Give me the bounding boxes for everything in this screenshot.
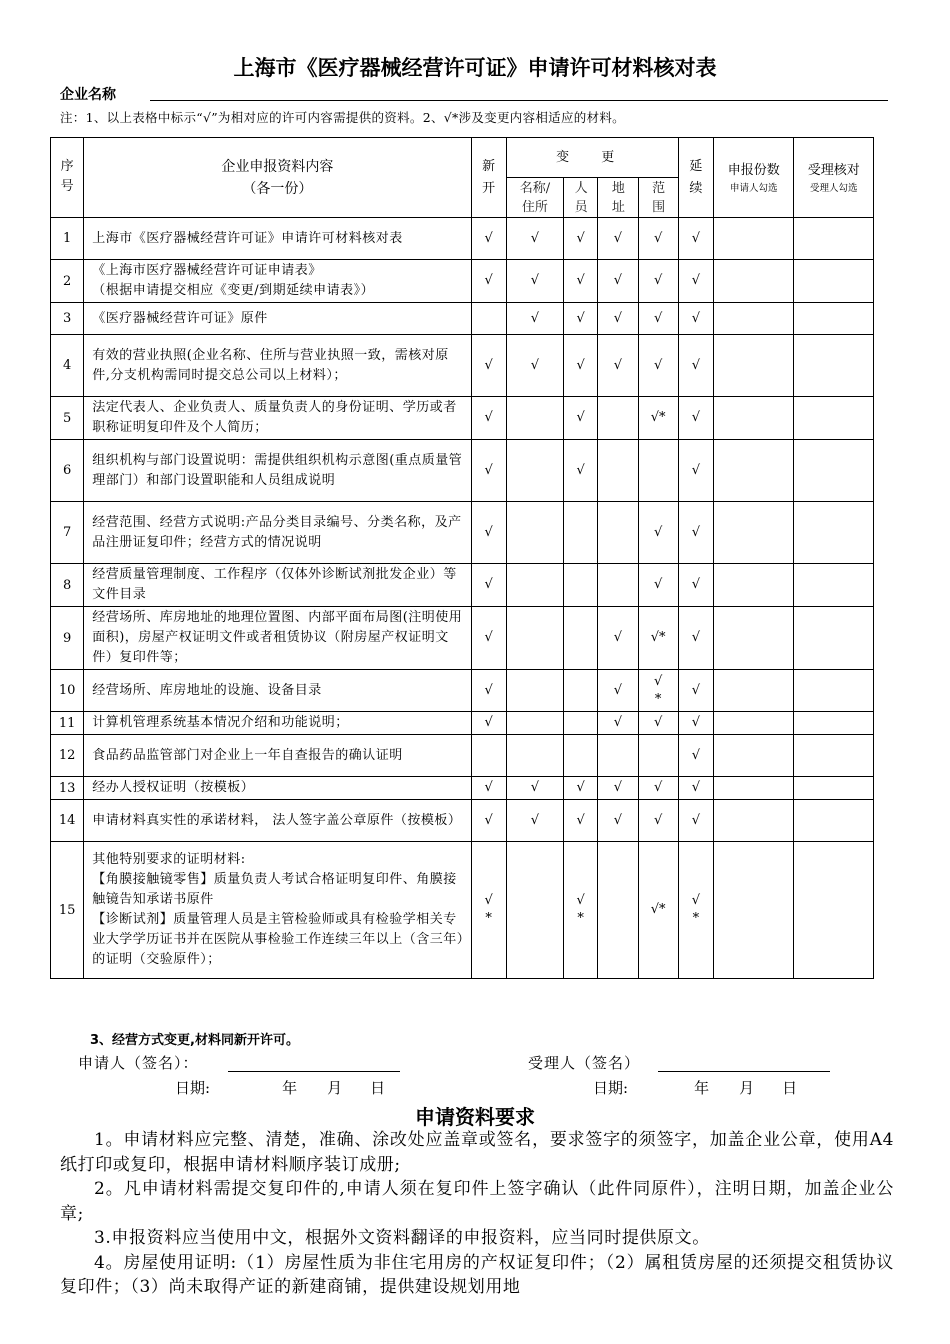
row-content: 计算机管理系统基本情况介绍和功能说明； xyxy=(84,712,471,735)
mark-extend: √ xyxy=(678,712,713,735)
row-content: 其他特别要求的证明材料: 【角膜接触镜零售】质量负责人考试合格证明复印件、角膜接触镜告知承诺书原件 【诊断试剂】质量管理人员是主管检验师或具有检验学相关专业大学学历证书并在医院从事检验工作连续三年以上（含三年）的证明（交验原件）； xyxy=(84,842,471,979)
applicant-date: 日期: 年 月 日 xyxy=(175,1079,386,1097)
copies-checkbox-cell[interactable] xyxy=(713,735,793,777)
mark-change-scope: √ xyxy=(638,260,678,303)
mark-extend: √ xyxy=(678,440,713,502)
company-name-label: 企业名称 xyxy=(60,87,116,103)
mark-change-name-address xyxy=(506,712,563,735)
row-number: 6 xyxy=(51,440,84,502)
header-change-scope: 范围 xyxy=(638,178,678,218)
mark-new: √ xyxy=(471,800,506,842)
row-number: 4 xyxy=(51,335,84,397)
mark-change-scope: √* xyxy=(638,842,678,979)
requirement-item: 2。凡申请材料需提交复印件的,申请人须在复印件上签字确认（此件同原件），注明日期，加盖企业公章; xyxy=(60,1179,894,1224)
requirements-title: 申请资料要求 xyxy=(415,1105,535,1129)
acceptance-check-cell[interactable] xyxy=(794,777,874,800)
mark-change-location: √ xyxy=(598,303,638,335)
mark-new: √ xyxy=(471,607,506,670)
row-number: 8 xyxy=(51,564,84,607)
header-num: 序号 xyxy=(51,138,84,218)
mark-change-location: √ xyxy=(598,800,638,842)
mark-new: √ xyxy=(471,670,506,712)
table-row xyxy=(51,564,874,607)
mark-change-personnel: √ * xyxy=(564,842,598,979)
mark-change-name-address xyxy=(506,607,563,670)
mark-change-scope: √ xyxy=(638,564,678,607)
receiver-date: 日期: 年 月 日 xyxy=(593,1079,798,1097)
mark-new xyxy=(471,303,506,335)
company-name-field[interactable] xyxy=(150,100,888,101)
row-content: 经营范围、经营方式说明:产品分类目录编号、分类名称，及产品注册证复印件；经营方式的情况说明 xyxy=(84,502,471,564)
acceptance-check-cell[interactable] xyxy=(794,260,874,303)
mark-change-personnel: √ xyxy=(564,440,598,502)
copies-checkbox-cell[interactable] xyxy=(713,842,793,979)
mark-new: √ xyxy=(471,260,506,303)
mark-new: √ xyxy=(471,397,506,440)
mark-change-location: √ xyxy=(598,777,638,800)
mark-extend: √ xyxy=(678,502,713,564)
mark-new xyxy=(471,735,506,777)
copies-checkbox-cell[interactable] xyxy=(713,218,793,260)
mark-new: √ * xyxy=(471,842,506,979)
applicant-signature-label: 申请人（签名）： xyxy=(78,1054,199,1072)
copies-checkbox-cell[interactable] xyxy=(713,670,793,712)
mark-change-name-address: √ xyxy=(506,218,563,260)
header-copies: 申报份数 申请人勾选 xyxy=(713,138,793,218)
mark-change-name-address xyxy=(506,502,563,564)
mark-change-name-address xyxy=(506,440,563,502)
requirement-item: 1。申请材料应完整、清楚，准确、涂改处应盖章或签名，要求签字的须签字，加盖企业公章，使用A4纸打印或复印，根据申请材料顺序装订成册; xyxy=(60,1130,894,1175)
mark-change-name-address: √ xyxy=(506,335,563,397)
mark-change-personnel xyxy=(564,735,598,777)
acceptance-check-cell[interactable] xyxy=(794,800,874,842)
row-number: 12 xyxy=(51,735,84,777)
mark-extend: √ xyxy=(678,260,713,303)
header-change-personnel: 人员 xyxy=(564,178,598,218)
mark-extend: √ xyxy=(678,607,713,670)
mark-change-location xyxy=(598,397,638,440)
mark-extend: √ xyxy=(678,397,713,440)
copies-checkbox-cell[interactable] xyxy=(713,440,793,502)
header-change: 变 更 xyxy=(506,138,678,178)
acceptance-check-cell[interactable] xyxy=(794,440,874,502)
acceptance-check-cell[interactable] xyxy=(794,670,874,712)
header-new: 新开 xyxy=(471,138,506,218)
acceptance-check-cell[interactable] xyxy=(794,218,874,260)
copies-checkbox-cell[interactable] xyxy=(713,777,793,800)
mark-change-name-address xyxy=(506,670,563,712)
mark-extend: √ xyxy=(678,670,713,712)
copies-checkbox-cell[interactable] xyxy=(713,607,793,670)
mark-new: √ xyxy=(471,712,506,735)
mark-change-name-address xyxy=(506,397,563,440)
acceptance-check-cell[interactable] xyxy=(794,564,874,607)
mark-change-name-address xyxy=(506,564,563,607)
row-number: 14 xyxy=(51,800,84,842)
mark-new: √ xyxy=(471,440,506,502)
mark-change-location xyxy=(598,842,638,979)
row-number: 15 xyxy=(51,842,84,979)
mark-change-scope: √ xyxy=(638,712,678,735)
table-row xyxy=(51,800,874,842)
mark-change-personnel xyxy=(564,502,598,564)
mark-change-scope: √ xyxy=(638,800,678,842)
table-row xyxy=(51,607,874,670)
mark-change-name-address xyxy=(506,735,563,777)
table-row xyxy=(51,260,874,303)
table-row xyxy=(51,712,874,735)
copies-checkbox-cell[interactable] xyxy=(713,335,793,397)
table-row xyxy=(51,335,874,397)
table-row xyxy=(51,777,874,800)
mark-change-personnel xyxy=(564,607,598,670)
table-row xyxy=(51,440,874,502)
requirement-item: 3.申报资料应当使用中文，根据外文资料翻译的申报资料，应当同时提供原文。 xyxy=(94,1228,710,1248)
row-number: 9 xyxy=(51,607,84,670)
row-number: 5 xyxy=(51,397,84,440)
row-number: 7 xyxy=(51,502,84,564)
mark-new: √ xyxy=(471,218,506,260)
mark-change-personnel: √ xyxy=(564,800,598,842)
copies-checkbox-cell[interactable] xyxy=(713,712,793,735)
mark-change-location: √ xyxy=(598,712,638,735)
acceptance-check-cell[interactable] xyxy=(794,303,874,335)
mark-change-scope xyxy=(638,735,678,777)
copies-checkbox-cell[interactable] xyxy=(713,564,793,607)
row-number: 13 xyxy=(51,777,84,800)
mark-change-personnel: √ xyxy=(564,260,598,303)
mark-extend: √ xyxy=(678,777,713,800)
copies-checkbox-cell[interactable] xyxy=(713,502,793,564)
mark-change-name-address: √ xyxy=(506,800,563,842)
mark-extend: √ xyxy=(678,335,713,397)
mark-change-scope: √ xyxy=(638,218,678,260)
row-number: 3 xyxy=(51,303,84,335)
acceptance-check-cell[interactable] xyxy=(794,607,874,670)
mark-extend: √ xyxy=(678,735,713,777)
mark-change-location: √ xyxy=(598,260,638,303)
row-content: 经营质量管理制度、工作程序（仅体外诊断试剂批发企业）等文件目录 xyxy=(84,564,471,607)
copies-checkbox-cell[interactable] xyxy=(713,397,793,440)
row-content: 上海市《医疗器械经营许可证》申请许可材料核对表 xyxy=(84,218,471,260)
mark-change-personnel: √ xyxy=(564,397,598,440)
note-business-mode-change: 3、经营方式变更,材料同新开许可。 xyxy=(90,1033,299,1048)
mark-extend: √ xyxy=(678,218,713,260)
mark-change-personnel: √ xyxy=(564,303,598,335)
mark-new: √ xyxy=(471,777,506,800)
mark-change-scope: √ xyxy=(638,303,678,335)
mark-change-personnel xyxy=(564,564,598,607)
header-content: 企业申报资料内容 （各一份） xyxy=(84,138,471,218)
mark-change-scope: √ xyxy=(638,335,678,397)
row-number: 1 xyxy=(51,218,84,260)
table-row xyxy=(51,735,874,777)
mark-change-name-address: √ xyxy=(506,777,563,800)
mark-change-scope: √ xyxy=(638,777,678,800)
table-row xyxy=(51,303,874,335)
mark-change-location xyxy=(598,735,638,777)
mark-change-personnel xyxy=(564,712,598,735)
receiver-signature-field[interactable] xyxy=(658,1071,830,1072)
mark-change-personnel: √ xyxy=(564,218,598,260)
row-content: 《医疗器械经营许可证》原件 xyxy=(84,303,471,335)
page-title: 上海市《医疗器械经营许可证》申请许可材料核对表 xyxy=(233,56,717,80)
table-row xyxy=(51,397,874,440)
mark-extend: √ xyxy=(678,303,713,335)
row-number: 11 xyxy=(51,712,84,735)
row-content: 经营场所、库房地址的地理位置图、内部平面布局图(注明使用面积)，房屋产权证明文件或者租赁协议（附房屋产权证明文件）复印件等； xyxy=(84,607,471,670)
table-row xyxy=(51,842,874,979)
receiver-signature-label: 受理人（签名） xyxy=(528,1054,641,1072)
mark-change-location: √ xyxy=(598,335,638,397)
row-content: 组织机构与部门设置说明：需提供组织机构示意图(重点质量管理部门）和部门设置职能和人员组成说明 xyxy=(84,440,471,502)
acceptance-check-cell[interactable] xyxy=(794,397,874,440)
mark-new: √ xyxy=(471,335,506,397)
mark-change-scope: √* xyxy=(638,607,678,670)
mark-change-name-address: √ xyxy=(506,260,563,303)
copies-checkbox-cell[interactable] xyxy=(713,303,793,335)
row-content: 经办人授权证明（按模板） xyxy=(84,777,471,800)
mark-change-scope xyxy=(638,440,678,502)
mark-change-personnel: √ xyxy=(564,335,598,397)
mark-new: √ xyxy=(471,564,506,607)
mark-extend: √ * xyxy=(678,842,713,979)
table-note: 注：1、以上表格中标示“√”为相对应的许可内容需提供的资料。2、√*涉及变更内容相适应的材料。 xyxy=(60,110,625,125)
mark-new: √ xyxy=(471,502,506,564)
header-change-location: 地址 xyxy=(598,178,638,218)
mark-change-personnel xyxy=(564,670,598,712)
row-content: 申请材料真实性的承诺材料， 法人签字盖公章原件（按模板） xyxy=(84,800,471,842)
row-content: 经营场所、库房地址的设施、设备目录 xyxy=(84,670,471,712)
acceptance-check-cell[interactable] xyxy=(794,712,874,735)
row-number: 10 xyxy=(51,670,84,712)
mark-change-location: √ xyxy=(598,670,638,712)
mark-change-name-address xyxy=(506,842,563,979)
table-row xyxy=(51,502,874,564)
row-content: 法定代表人、企业负责人、质量负责人的身份证明、学历或者职称证明复印件及个人简历； xyxy=(84,397,471,440)
copies-checkbox-cell[interactable] xyxy=(713,800,793,842)
requirement-item: 4。房屋使用证明:（1）房屋性质为非住宅用房的产权证复印件；（2）属租赁房屋的还须提交租赁协议复印件；（3）尚未取得产证的新建商铺，提供建设规划用地 xyxy=(60,1252,894,1297)
mark-change-name-address: √ xyxy=(506,303,563,335)
row-content: 食品药品监管部门对企业上一年自查报告的确认证明 xyxy=(84,735,471,777)
table-row xyxy=(51,670,874,712)
mark-extend: √ xyxy=(678,800,713,842)
header-check: 受理核对 受理人勾选 xyxy=(794,138,874,218)
acceptance-check-cell[interactable] xyxy=(794,735,874,777)
mark-change-scope: √ * xyxy=(638,670,678,712)
mark-change-scope: √ xyxy=(638,502,678,564)
applicant-signature-field[interactable] xyxy=(228,1071,400,1072)
row-number: 2 xyxy=(51,260,84,303)
acceptance-check-cell[interactable] xyxy=(794,502,874,564)
mark-change-location xyxy=(598,564,638,607)
header-extend: 延续 xyxy=(678,138,713,218)
row-content: 有效的营业执照(企业名称、住所与营业执照一致，需核对原件,分支机构需同时提交总公司以上材料）； xyxy=(84,335,471,397)
requirements-body xyxy=(60,1128,894,1300)
acceptance-check-cell[interactable] xyxy=(794,335,874,397)
mark-change-personnel: √ xyxy=(564,777,598,800)
mark-change-location xyxy=(598,440,638,502)
mark-change-location xyxy=(598,502,638,564)
row-content: 《上海市医疗器械经营许可证申请表》 （根据申请提交相应《变更/到期延续申请表》） xyxy=(84,260,471,303)
mark-change-location: √ xyxy=(598,218,638,260)
mark-change-location: √ xyxy=(598,607,638,670)
header-change-name-address: 名称/住所 xyxy=(506,178,563,218)
acceptance-check-cell[interactable] xyxy=(794,842,874,979)
table-row xyxy=(51,218,874,260)
mark-change-scope: √* xyxy=(638,397,678,440)
mark-extend: √ xyxy=(678,564,713,607)
copies-checkbox-cell[interactable] xyxy=(713,260,793,303)
materials-checklist-table xyxy=(50,137,874,979)
